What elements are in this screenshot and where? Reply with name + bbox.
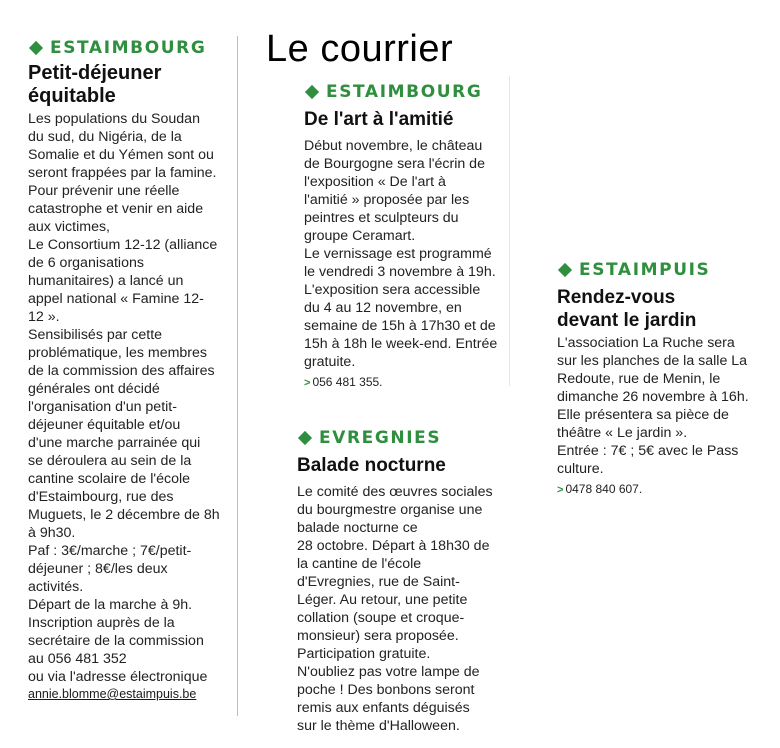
body-line: Elle présentera sa pièce de: [557, 407, 729, 423]
body-line: seront frappées par la famine.: [28, 165, 217, 181]
body-line: Somalie et du Yémen sont ou: [28, 147, 214, 163]
kicker-label: ESTAIMPUIS: [579, 260, 711, 280]
article-kicker: [304, 82, 509, 102]
kicker-label: ESTAIMBOURG: [326, 82, 483, 102]
body-line: N'oubliez pas votre lampe de: [297, 664, 480, 680]
body-line: sur le thème d'Halloween.: [297, 718, 460, 734]
masthead-title: Le courrier: [266, 28, 454, 70]
article-headline: [557, 286, 767, 332]
body-line: semaine de 15h à 17h30 et de: [304, 318, 496, 334]
body-line: l'amitié » proposée par les: [304, 192, 470, 208]
body-line: de Bourgogne sera l'écrin de: [304, 156, 485, 172]
article-petit-dejeuner: [28, 38, 238, 701]
body-line: Le vernissage est programmé: [304, 246, 492, 262]
article-kicker: [28, 38, 238, 58]
headline-line: Rendez-vous: [557, 287, 676, 308]
body-line: secrétaire de la commission: [28, 633, 204, 649]
body-line: remis aux enfants déguisés: [297, 700, 470, 716]
body-line: catastrophe et venir en aide: [28, 201, 204, 217]
body-line: d'Estaimbourg, rue des: [28, 489, 174, 505]
body-line: problématique, les membres: [28, 345, 207, 361]
diamond-bullet-icon: [558, 263, 572, 277]
body-line: humanitaires) a lancé un: [28, 273, 184, 289]
arrow-icon: >: [304, 377, 311, 389]
body-line: Départ de la marche à 9h.: [28, 597, 193, 613]
body-line: Redoute, rue de Menin, le: [557, 371, 721, 387]
body-line: activités.: [28, 579, 84, 595]
headline-line: équitable: [28, 85, 116, 107]
body-line: L'association La Ruche sera: [557, 335, 735, 351]
article-headline: [304, 108, 509, 131]
body-line: groupe Ceramart.: [304, 228, 416, 244]
headline-line: Petit-déjeuner: [28, 62, 162, 84]
article-body: [557, 334, 767, 478]
article-headline: [297, 454, 502, 477]
body-line: monsieur) sera proposée.: [297, 628, 459, 644]
body-line: Paf : 3€/marche ; 7€/petit-: [28, 543, 192, 559]
body-line: 15h à 18h le week-end. Entrée: [304, 336, 498, 352]
article-kicker: [297, 428, 502, 448]
diamond-bullet-icon: [29, 41, 43, 55]
body-line: Le comité des œuvres sociales: [297, 484, 493, 500]
article-rendez-vous: [557, 260, 767, 498]
body-line: d'une marche parrainée qui: [28, 435, 201, 451]
body-line: à 9h30.: [28, 525, 76, 541]
body-line: de la commission des affaires: [28, 363, 215, 379]
diamond-bullet-icon: [298, 431, 312, 445]
body-line: du 4 au 12 novembre, en: [304, 300, 462, 316]
body-line: du bourgmestre organise une: [297, 502, 483, 518]
diamond-bullet-icon: [305, 85, 319, 99]
contact-line: [304, 374, 509, 391]
article-art-amitie: [304, 82, 509, 391]
article-body: [304, 137, 509, 371]
body-line: poche ! Des bonbons seront: [297, 682, 475, 698]
article-balade-nocturne: [297, 428, 502, 735]
body-line: théâtre « Le jardin ».: [557, 425, 688, 441]
body-line: L'exposition sera accessible: [304, 282, 481, 298]
body-line: Léger. Au retour, une petite: [297, 592, 468, 608]
body-line: de 6 organisations: [28, 255, 144, 271]
body-line: Pour prévenir une réelle: [28, 183, 180, 199]
body-line: du sud, du Nigéria, de la: [28, 129, 182, 145]
body-line: Les populations du Soudan: [28, 111, 200, 127]
contact-phone: 0478 840 607.: [565, 482, 643, 496]
body-line: l'organisation d'un petit-: [28, 399, 177, 415]
arrow-icon: >: [557, 484, 564, 496]
body-line: générales ont décidé: [28, 381, 160, 397]
body-line: au 056 481 352: [28, 651, 127, 667]
article-kicker: [557, 260, 767, 280]
kicker-label: EVREGNIES: [319, 428, 442, 448]
body-line: sur les planches de la salle La: [557, 353, 748, 369]
body-line: culture.: [557, 461, 604, 477]
body-line: gratuite.: [304, 354, 356, 370]
body-line: balade nocturne ce: [297, 520, 418, 536]
body-line: collation (soupe et croque-: [297, 610, 465, 626]
body-line: Le Consortium 12-12 (alliance: [28, 237, 218, 253]
body-line: Participation gratuite.: [297, 646, 431, 662]
body-line: Muguets, le 2 décembre de 8h: [28, 507, 220, 523]
contact-line: [557, 481, 767, 498]
contact-phone: 056 481 355.: [312, 375, 383, 389]
body-line: la cantine de l'école: [297, 556, 422, 572]
headline-line: devant le jardin: [557, 310, 697, 331]
body-line: se déroulera au sein de la: [28, 453, 192, 469]
body-line: ou via l'adresse électronique: [28, 669, 208, 685]
column-rule-faint: [509, 76, 510, 386]
body-line: cantine scolaire de l'école: [28, 471, 191, 487]
body-line: Sensibilisés par cette: [28, 327, 163, 343]
body-line: Inscription auprès de la: [28, 615, 175, 631]
email-link[interactable]: annie.blomme@estaimpuis.be: [28, 687, 197, 701]
body-line: appel national « Famine 12-: [28, 291, 204, 307]
article-headline: [28, 62, 238, 108]
body-line: d'Evregnies, rue de Saint-: [297, 574, 460, 590]
body-line: 12 ».: [28, 309, 60, 325]
body-line: peintres et sculpteurs du: [304, 210, 459, 226]
body-line: l'exposition « De l'art à: [304, 174, 446, 190]
article-body: [297, 483, 502, 735]
body-line: 28 octobre. Départ à 18h30 de: [297, 538, 490, 554]
body-line: Début novembre, le château: [304, 138, 483, 154]
body-line: déjeuner ; 8€/les deux: [28, 561, 168, 577]
body-line: le vendredi 3 novembre à 19h.: [304, 264, 496, 280]
headline-line: Balade nocturne: [297, 455, 446, 476]
article-body: [28, 110, 238, 686]
body-line: Entrée : 7€ ; 5€ avec le Pass: [557, 443, 739, 459]
body-line: dimanche 26 novembre à 16h.: [557, 389, 749, 405]
headline-line: De l'art à l'amitié: [304, 109, 454, 130]
kicker-label: ESTAIMBOURG: [50, 38, 207, 58]
body-line: déjeuner équitable et/ou: [28, 417, 181, 433]
body-line: aux victimes,: [28, 219, 110, 235]
